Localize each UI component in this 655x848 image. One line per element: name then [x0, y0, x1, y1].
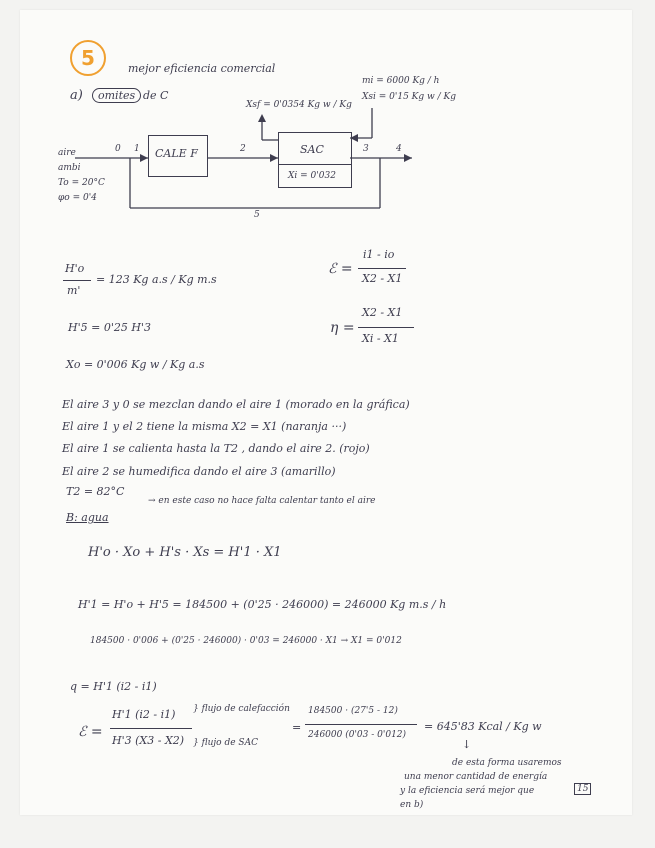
final-fraction-bar — [110, 728, 192, 729]
circled-word: omites — [92, 88, 141, 103]
stream-1: 1 — [134, 144, 140, 154]
problem-number-badge: 5 — [70, 40, 106, 76]
mass-balance: H'o · Xo + H's · Xs = H'1 · X1 — [88, 545, 282, 560]
xsf-value: Xsf = 0'0354 Kg w / Kg — [246, 100, 352, 110]
text-line-4: El aire 2 se humedifica dando el aire 3 (amarillo) — [62, 465, 336, 478]
text-line-2: El aire 1 y el 2 tiene la misma X2 = X1 (naranja ···) — [62, 420, 347, 433]
down-arrow-icon: ↓ — [462, 738, 472, 751]
stream-0: 0 — [115, 144, 121, 154]
stream-4: 4 — [396, 144, 402, 154]
eta-fraction-bar — [358, 327, 414, 328]
inlet-temperature: To = 20°C — [58, 178, 105, 188]
stream-2: 2 — [240, 144, 246, 154]
calef-label: CALE F — [155, 147, 198, 160]
final-value-fraction-bar — [305, 724, 417, 725]
conclusion-line-3: y la eficiencia será mejor que — [400, 786, 535, 796]
x0-value: Xo = 0'006 Kg w / Kg a.s — [66, 358, 205, 371]
inlet-label-2: ambi — [58, 163, 81, 173]
epsilon-left: ℰ = — [328, 261, 353, 277]
final-value-denominator: 246000 (0'03 - 0'012) — [308, 730, 407, 740]
calc-line-2: 184500 · 0'006 + (0'25 · 246000) · 0'03 = 246000 · X1 → X1 = 0'012 — [90, 636, 402, 646]
stream-3: 3 — [363, 144, 369, 154]
eta-left: η = — [330, 320, 355, 336]
text-line-3: El aire 1 se calienta hasta la T2 , dando el aire 2. (rojo) — [62, 442, 370, 455]
t2-value: T2 = 82°C — [66, 485, 125, 498]
ratio-denominator: m' — [67, 284, 81, 297]
epsilon-numerator: i1 - io — [363, 248, 395, 261]
sac-label: SAC — [300, 143, 324, 156]
sac-x-value: Xi = 0'032 — [288, 171, 336, 181]
conclusion-line-1: de esta forma usaremos — [452, 758, 562, 768]
part-a-label: a) — [70, 88, 83, 103]
ratio-fraction-bar — [63, 280, 91, 281]
epsilon-denominator: X2 - X1 — [362, 272, 403, 285]
q-formula: q = H'1 (i2 - i1) — [70, 680, 157, 693]
part-b-label: B: agua — [66, 511, 109, 524]
mi-value: mi = 6000 Kg / h — [362, 76, 440, 86]
h5-relation: H'5 = 0'25 H'3 — [68, 321, 151, 334]
inlet-label-1: aire — [58, 148, 76, 158]
final-value-numerator: 184500 · (27'5 - 12) — [308, 706, 398, 716]
final-result: = 645'83 Kcal / Kg w — [424, 720, 542, 733]
side-note: → en este caso no hace falta calentar tanto el aire — [148, 496, 376, 506]
conclusion-line-2: una menor cantidad de energía — [404, 772, 548, 782]
conclusion-line-4: en b) — [400, 800, 424, 810]
eta-denominator: Xi - X1 — [362, 332, 399, 345]
final-denominator: H'3 (X3 - X2) — [112, 734, 185, 747]
eta-numerator: X2 - X1 — [362, 306, 403, 319]
inlet-humidity: φo = 0'4 — [58, 193, 97, 203]
final-numerator-note: } flujo de calefacción — [193, 704, 290, 714]
epsilon-fraction-bar — [358, 268, 406, 269]
final-numerator: H'1 (i2 - i1) — [112, 708, 176, 721]
header-after-circled: de C — [143, 89, 169, 102]
ratio-value: = 123 Kg a.s / Kg m.s — [96, 273, 217, 286]
text-line-1: El aire 3 y 0 se mezclan dando el aire 1 (morado en la gráfica) — [62, 398, 410, 411]
xsi-value: Xsi = 0'15 Kg w / Kg — [362, 92, 456, 102]
final-equals: = — [292, 721, 302, 734]
calc-line-1: H'1 = H'o + H'5 = 184500 + (0'25 · 246000) = 246000 Kg m.s / h — [78, 598, 447, 611]
ratio-numerator: H'o — [65, 262, 85, 275]
final-epsilon-left: ℰ = — [78, 724, 103, 740]
final-denominator-note: } flujo de SAC — [193, 738, 258, 748]
page-number: 15 — [574, 783, 591, 795]
stream-5: 5 — [254, 210, 260, 220]
header-note: mejor eficiencia comercial — [128, 62, 276, 75]
